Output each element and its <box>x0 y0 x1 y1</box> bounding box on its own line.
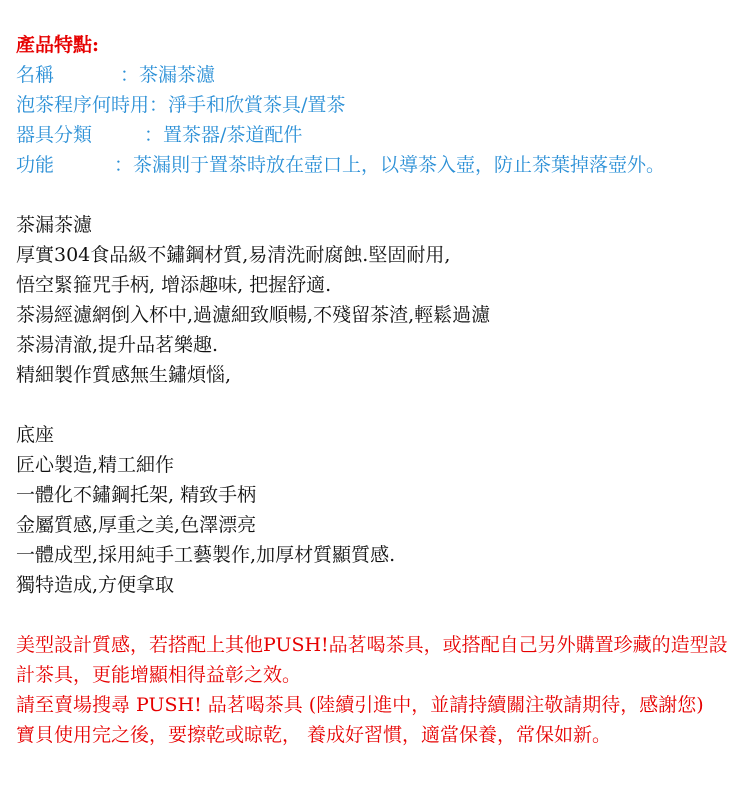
note-search: 請至賣場搜尋 PUSH! 品茗喝茶具 (陸續引進中，並請持續關注敬請期待，感謝您) <box>16 694 704 716</box>
feature-label: 功能 <box>16 154 55 176</box>
base-title: 底座 <box>16 424 55 446</box>
feature-value: ：茶漏則于置茶時放在壺口上，以導茶入壺，防止茶葉掉落壺外。 <box>114 154 666 176</box>
strainer-line: 茶湯清澈,提升品茗樂趣. <box>16 334 219 356</box>
feature-row-usage <box>16 90 750 120</box>
strainer-line: 茶湯經濾網倒入杯中,過濾細致順暢,不殘留茶渣,輕鬆過濾 <box>16 304 491 326</box>
strainer-title: 茶漏茶濾 <box>16 214 93 236</box>
feature-label: 泡茶程序何時用 <box>16 94 150 116</box>
features-heading: 產品特點: <box>16 34 100 56</box>
strainer-line: 厚實304食品級不鏽鋼材質,易清洗耐腐蝕.堅固耐用, <box>16 244 451 266</box>
feature-value: ：茶漏茶濾 <box>120 64 216 86</box>
strainer-line: 悟空緊箍咒手柄, 增添趣味, 把握舒適. <box>16 274 332 296</box>
feature-label: 名稱 <box>16 64 55 86</box>
base-line: 金屬質感,厚重之美,色澤漂亮 <box>16 514 257 536</box>
base-line: 一體化不鏽鋼托架, 精致手柄 <box>16 484 257 506</box>
feature-row-function <box>16 150 750 180</box>
base-line: 獨特造成,方便拿取 <box>16 574 175 596</box>
base-line: 一體成型,採用純手工藝製作,加厚材質顯質感. <box>16 544 396 566</box>
feature-label: 器具分類 <box>16 124 93 146</box>
feature-row-name <box>16 60 750 90</box>
feature-value: ：置茶器/茶道配件 <box>144 124 303 146</box>
base-line: 匠心製造,精工細作 <box>16 454 175 476</box>
note-design: 美型設計質感，若搭配上其他PUSH!品茗喝茶具，或搭配自己另外購置珍藏的造型設計茶具，更能增顯相得益彰之效。 <box>16 634 728 686</box>
feature-row-category <box>16 120 750 150</box>
feature-value: ：淨手和欣賞茶具/置茶 <box>149 94 346 116</box>
strainer-line: 精細製作質感無生鏽煩惱, <box>16 364 232 386</box>
note-care: 寶貝使用完之後，要擦乾或晾乾， 養成好習慣，適當保養，常保如新。 <box>16 724 612 746</box>
